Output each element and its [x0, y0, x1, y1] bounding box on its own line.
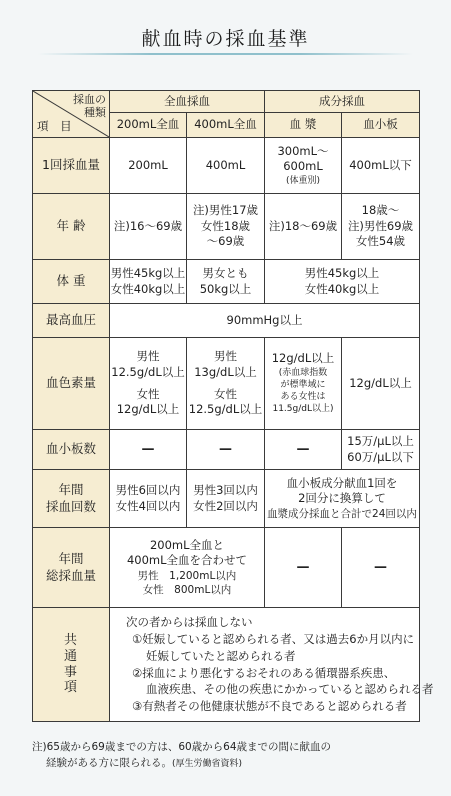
annual-count-label-2: 採血回数	[45, 498, 96, 514]
cell-age-platelet	[342, 194, 420, 260]
common-label-2: 通	[63, 648, 78, 664]
header-component: 成分採血	[265, 91, 420, 113]
header-400ml: 400mL全血	[187, 113, 265, 138]
hb-400-line-2: 13g/dL以上	[194, 364, 257, 379]
annual-count-400-line-1: 男性3回以内	[193, 482, 258, 497]
platelets-line-1: 15万/μL以上	[347, 433, 414, 448]
weight-400-line-2: 50kg以上	[199, 281, 252, 296]
platelets-line-2: 60万/μL以下	[347, 449, 414, 464]
row-label-weight: 体 重	[33, 260, 110, 304]
weight-200-line-1: 男性45kg以上	[110, 265, 186, 280]
hb-200-line-1: 男性	[136, 349, 160, 364]
age-400-line-2: 女性18歳	[200, 218, 251, 233]
cell-volume-platelet: 400mL以下	[342, 138, 420, 194]
cell-volume-200: 200mL	[110, 138, 187, 194]
age-platelet-line-3: 女性54歳	[355, 234, 406, 249]
age-400-line-1: 注)男性17歳	[192, 203, 259, 218]
hb-plasma-line-4: ある女性は	[280, 392, 326, 403]
weight-200-line-2: 女性40kg以上	[110, 281, 186, 296]
cell-hb-plasma	[265, 338, 342, 430]
corner-label-top	[73, 93, 106, 119]
cell-bp: 90mmHg以上	[110, 304, 420, 338]
cell-platelets-400: —	[187, 430, 265, 470]
annual-count-comp-line-3: 血漿成分採血と合計で24回以内	[267, 507, 417, 520]
cell-age-200: 注)16〜69歳	[110, 194, 187, 260]
table-row-age	[33, 194, 420, 260]
cell-age-plasma: 注)18〜69歳	[265, 194, 342, 260]
annual-count-comp-line-2: 2回分に換算して	[298, 491, 386, 506]
cell-annual-count-200	[110, 470, 187, 528]
header-200ml: 200mL全血	[110, 113, 187, 138]
cell-volume-plasma	[265, 138, 342, 194]
common-label-1: 共	[63, 633, 78, 649]
annual-total-label-1: 年間	[58, 550, 84, 566]
cell-age-400	[187, 194, 265, 260]
row-label-bp: 最高血圧	[33, 304, 110, 338]
cell-volume-400: 400mL	[187, 138, 265, 194]
corner-top-text-2: 種類	[84, 106, 106, 119]
title-underline	[38, 53, 413, 55]
hb-200-line-3: 女性	[136, 386, 160, 401]
annual-count-comp-line-1: 血小板成分献血1回を	[286, 475, 398, 490]
hb-400-line-3: 女性	[214, 386, 237, 401]
annual-count-200-line-1: 男性6回以内	[115, 482, 181, 497]
annual-count-200-line-2: 女性4回以内	[115, 498, 181, 513]
cell-weight-component	[265, 260, 420, 304]
age-400-line-3: 〜69歳	[206, 234, 245, 249]
hb-plasma-line-3: が標準域に	[280, 380, 326, 391]
cell-hb-platelet: 12g/dL以上	[342, 338, 420, 430]
row-label-annual-count	[33, 470, 110, 528]
criteria-table	[32, 90, 434, 722]
footnote	[32, 740, 432, 772]
footnote-line-1: 注)65歳から69歳までの方は、60歳から64歳までの間に献血の	[32, 741, 332, 753]
volume-plasma-line-2: 600mL	[283, 159, 323, 174]
cell-platelets-200: —	[110, 430, 187, 470]
common-line-4: ②採血により悪化するおそれのある循環器系疾患、	[132, 665, 396, 680]
common-label-3: 事	[63, 664, 78, 680]
annual-total-line-1: 200mL全血と	[149, 537, 225, 552]
header-whole-blood: 全血採血	[110, 91, 265, 113]
annual-count-400-line-2: 女性2回以内	[193, 498, 258, 513]
common-line-3: 妊娠していたと認められる者	[146, 648, 296, 663]
weight-comp-line-1: 男性45kg以上	[304, 265, 380, 280]
cell-weight-200	[110, 260, 187, 304]
table-row-volume	[33, 138, 420, 194]
common-line-5: 血液疾患、その他の疾患にかかっていると認められる者	[146, 682, 434, 697]
volume-plasma-note: (体重別)	[285, 175, 321, 186]
age-platelet-line-1: 18歳〜	[361, 203, 400, 218]
cell-annual-total-plasma: —	[265, 528, 342, 608]
row-label-hb: 血色素量	[33, 338, 110, 430]
cell-annual-count-component	[265, 470, 420, 528]
volume-plasma-line-1: 300mL〜	[277, 143, 329, 158]
hb-plasma-line-5: 11.5g/dL以上)	[272, 404, 334, 415]
weight-comp-line-2: 女性40kg以上	[304, 281, 380, 296]
cell-hb-400	[187, 338, 265, 430]
page-title: 献血時の採血基準	[141, 28, 310, 50]
header-plasma: 血 漿	[265, 113, 342, 138]
row-label-volume: 1回採血量	[33, 138, 110, 194]
common-label-4: 項	[63, 680, 78, 696]
header-corner-cell	[33, 91, 110, 138]
age-platelet-line-2: 注)男性69歳	[347, 218, 414, 233]
footnote-line-2-text: 経験がある方に限られる。	[46, 756, 172, 769]
header-row-1	[33, 91, 420, 113]
hb-plasma-line-2: (赤血球指数	[278, 367, 328, 378]
cell-weight-400	[187, 260, 265, 304]
annual-count-label-1: 年間	[58, 481, 84, 497]
hb-200-line-4: 12g/dL以上	[116, 402, 180, 417]
corner-top-text: 採血の	[73, 93, 106, 106]
table-row-annual-count	[33, 470, 420, 528]
cell-platelets-plasma: —	[265, 430, 342, 470]
corner-label-bottom: 項 目	[37, 119, 76, 134]
table-row-hb	[33, 338, 420, 430]
table-row-bp	[33, 304, 420, 338]
row-label-age: 年 齢	[33, 194, 110, 260]
row-label-platelets: 血小板数	[33, 430, 110, 470]
annual-total-line-3: 男性 1,200mL以内	[137, 569, 237, 582]
cell-annual-total-platelet: —	[342, 528, 420, 608]
hb-plasma-line-1: 12g/dL以上	[271, 351, 335, 366]
cell-platelets-platelet	[342, 430, 420, 470]
footnote-source: (厚生労働省資料)	[172, 758, 243, 769]
cell-annual-count-400	[187, 470, 265, 528]
common-line-1: 次の者からは採血しない	[126, 615, 253, 630]
common-line-2: ①妊娠していると認められる者、又は過去6か月以内に	[132, 632, 415, 647]
footnote-line-2	[32, 756, 432, 772]
cell-hb-200	[110, 338, 187, 430]
table-row-platelets	[33, 430, 420, 470]
row-label-common	[33, 608, 110, 722]
hb-400-line-4: 12.5g/dL以上	[188, 402, 263, 417]
annual-total-line-2: 400mL全血を合わせて	[126, 553, 248, 568]
common-line-6: ③有熱者その他健康状態が不良であると認められる者	[132, 698, 407, 713]
cell-annual-total-whole	[110, 528, 265, 608]
cell-common	[110, 608, 434, 722]
table-row-annual-total	[33, 528, 420, 608]
table-row-weight	[33, 260, 420, 304]
annual-total-line-4: 女性 800mL以内	[142, 584, 232, 597]
row-label-annual-total	[33, 528, 110, 608]
table-row-common	[33, 608, 420, 722]
hb-400-line-1: 男性	[214, 349, 237, 364]
annual-total-label-2: 総採血量	[45, 567, 96, 583]
header-platelet: 血小板	[342, 113, 420, 138]
weight-400-line-1: 男女とも	[202, 265, 249, 280]
hb-200-line-2: 12.5g/dL以上	[111, 364, 185, 379]
